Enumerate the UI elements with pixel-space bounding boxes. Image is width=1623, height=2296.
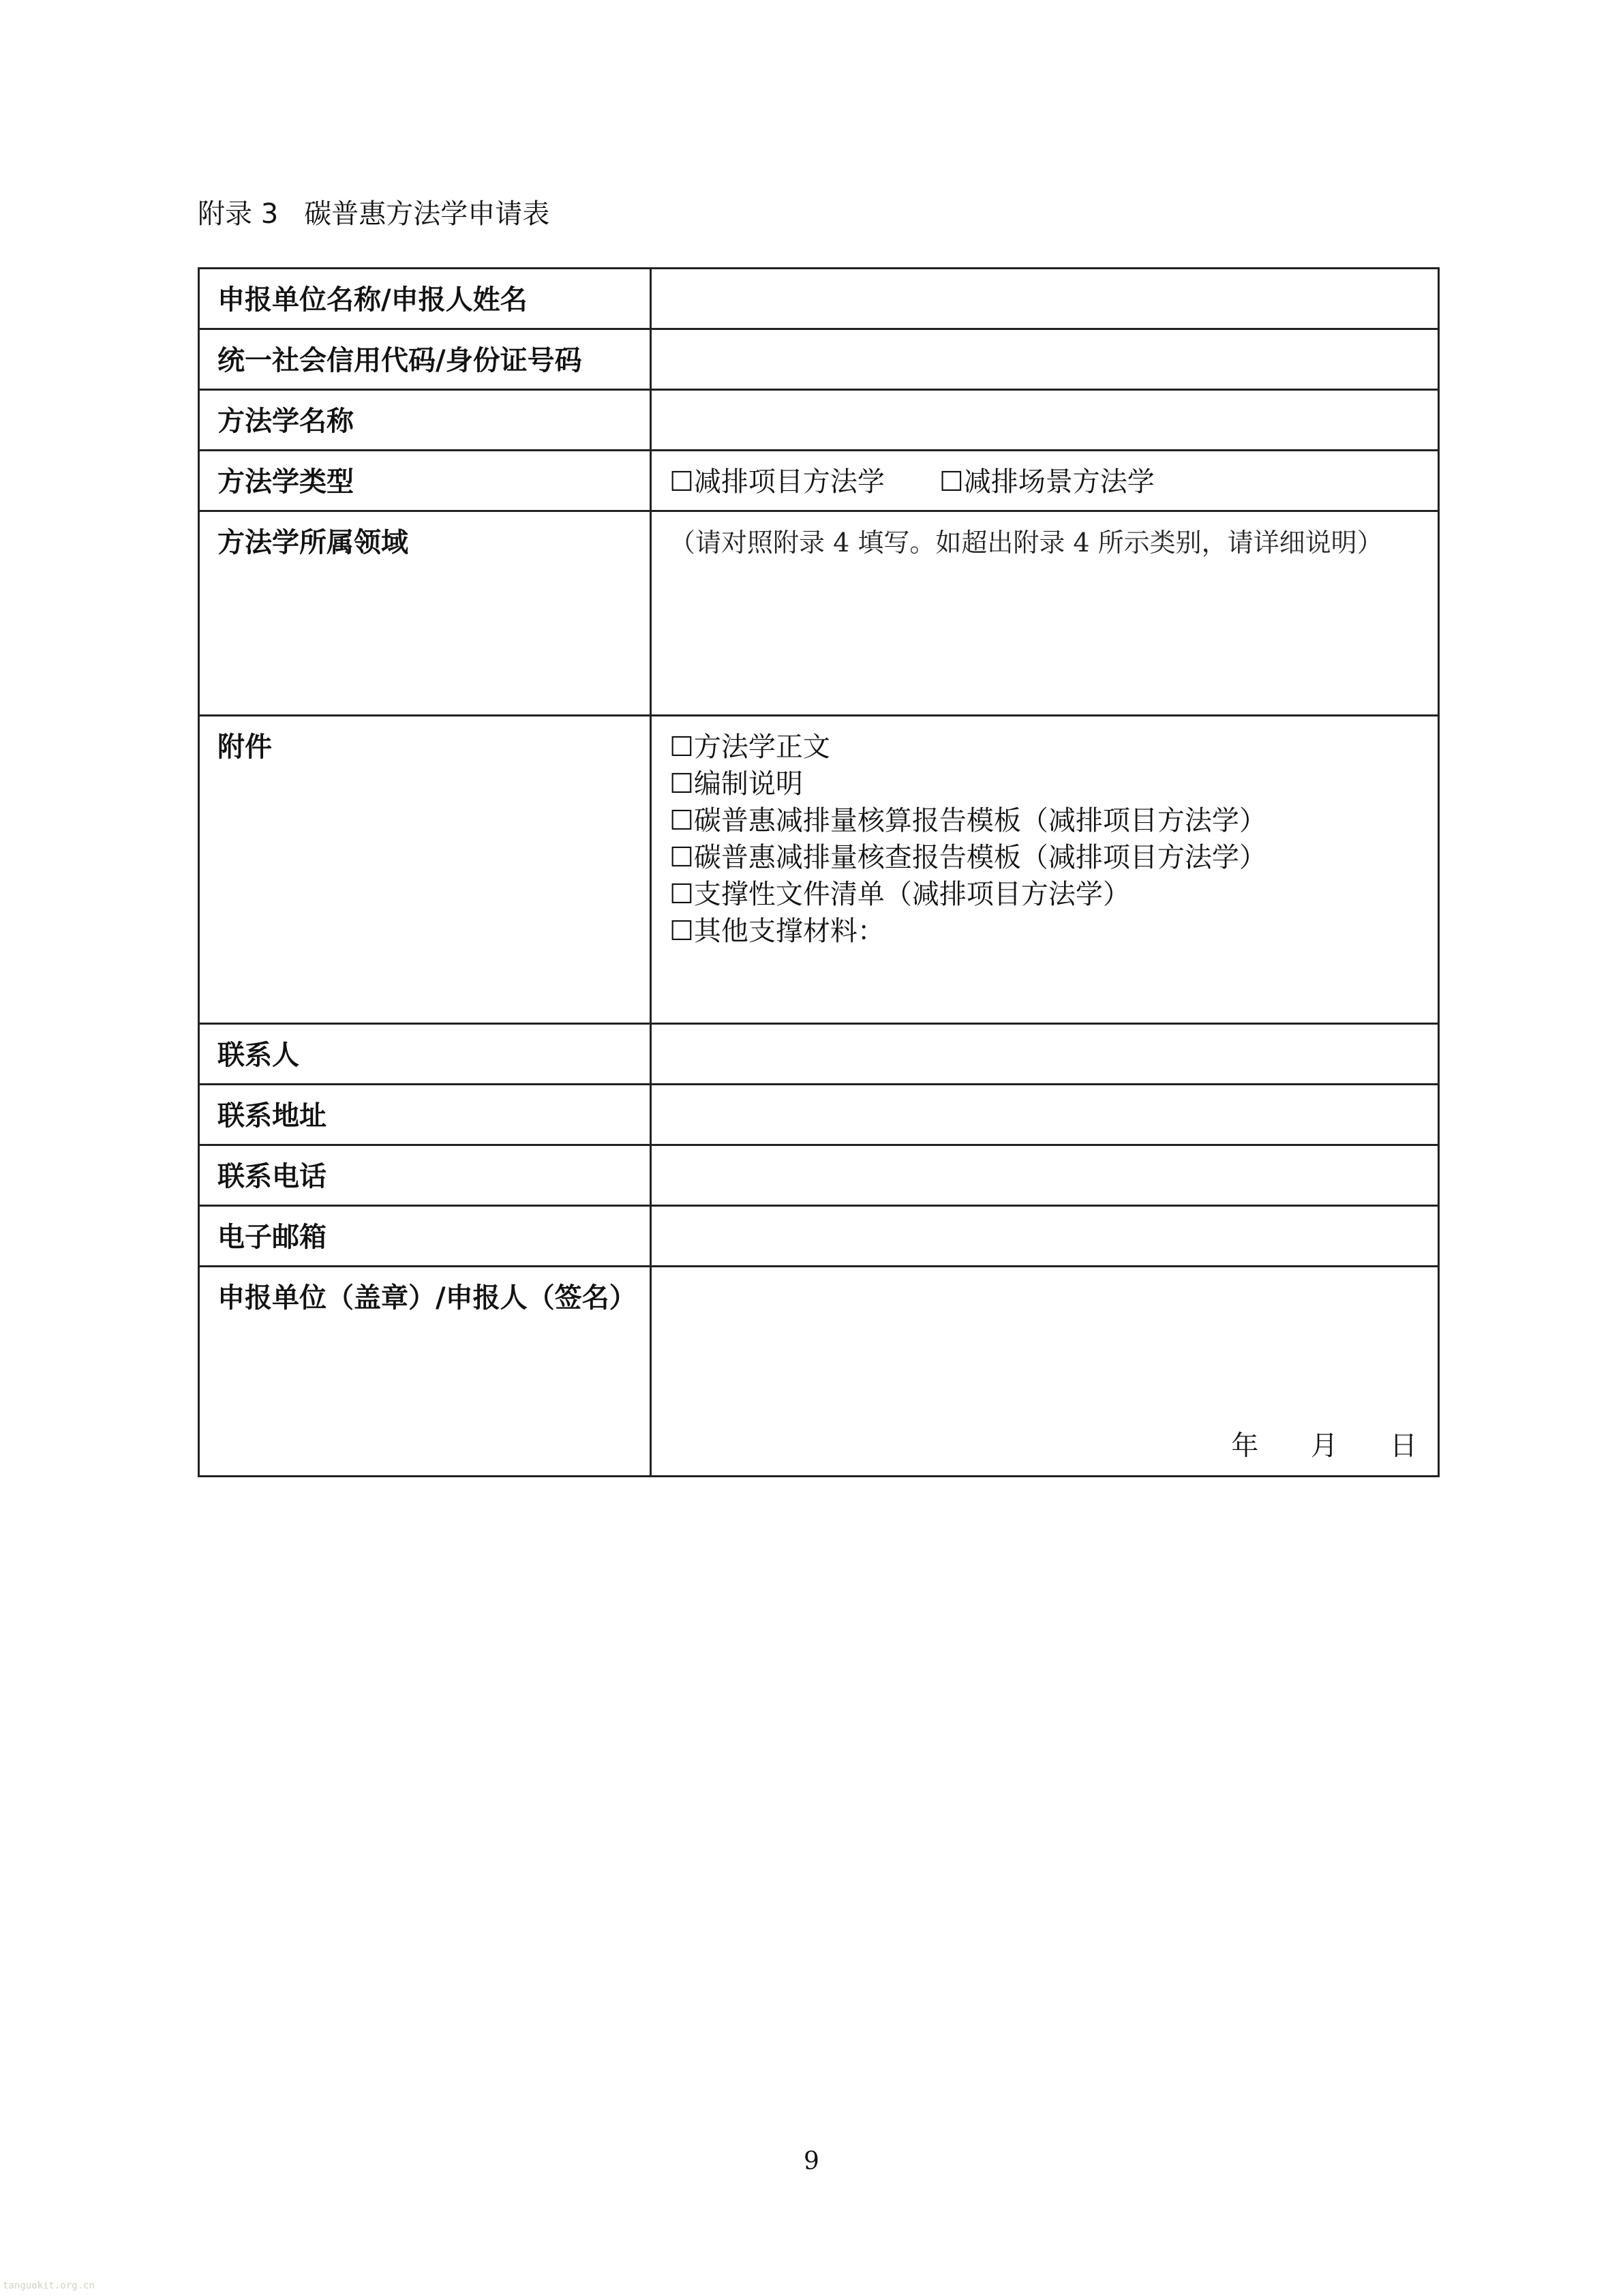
signature-area — [652, 1267, 1438, 1475]
email-label: 电子邮箱 — [199, 1206, 651, 1267]
methodology-name-label: 方法学名称 — [199, 390, 651, 451]
page-number: 9 — [804, 2147, 819, 2175]
contact-phone-field[interactable] — [651, 1145, 1439, 1206]
attachment-other-materials-checkbox[interactable]: ☐其他支撑材料： — [669, 916, 885, 947]
email-field[interactable] — [651, 1206, 1439, 1267]
signature-label: 申报单位（盖章）/申报人（签名） — [199, 1267, 651, 1477]
attachments-list — [651, 716, 1439, 1024]
form-row-applicant-name — [199, 269, 1439, 329]
contact-phone-label: 联系电话 — [199, 1145, 651, 1206]
attachment-main-text-checkbox[interactable]: ☐方法学正文 — [669, 731, 830, 763]
form-row-contact-person — [199, 1024, 1439, 1085]
option-project-methodology-checkbox[interactable]: ☐减排项目方法学 — [669, 466, 885, 498]
methodology-type-label: 方法学类型 — [199, 451, 651, 511]
form-row-contact-address — [199, 1085, 1439, 1145]
contact-address-label: 联系地址 — [199, 1085, 651, 1145]
credit-code-label: 统一社会信用代码/身份证号码 — [199, 329, 651, 390]
option-scenario-methodology-checkbox[interactable]: ☐减排场景方法学 — [939, 466, 1155, 498]
contact-person-field[interactable] — [651, 1024, 1439, 1085]
form-row-signature — [199, 1267, 1439, 1477]
credit-code-field[interactable] — [651, 329, 1439, 390]
contact-address-field[interactable] — [651, 1085, 1439, 1145]
attachments-label: 附件 — [199, 716, 651, 1024]
methodology-field-input[interactable] — [651, 511, 1439, 716]
form-row-methodology-name — [199, 390, 1439, 451]
applicant-name-field[interactable] — [651, 269, 1439, 329]
applicant-name-label: 申报单位名称/申报人姓名 — [199, 269, 651, 329]
attachment-supporting-files-checkbox[interactable]: ☐支撑性文件清单（减排项目方法学） — [669, 879, 1130, 910]
contact-person-label: 联系人 — [199, 1024, 651, 1085]
methodology-field-label: 方法学所属领域 — [199, 511, 651, 716]
methodology-field-note: （请对照附录 4 填写。如超出附录 4 所示类别，请详细说明） — [669, 528, 1383, 558]
form-row-credit-code — [199, 329, 1439, 390]
signature-field[interactable] — [651, 1267, 1439, 1477]
application-form-table — [198, 267, 1440, 1477]
form-row-contact-phone — [199, 1145, 1439, 1206]
attachment-verification-report-checkbox[interactable]: ☐碳普惠减排量核查报告模板（减排项目方法学） — [669, 842, 1266, 873]
form-row-attachments — [199, 716, 1439, 1024]
form-row-methodology-type — [199, 451, 1439, 511]
methodology-type-options — [651, 451, 1439, 511]
attachment-compilation-notes-checkbox[interactable]: ☐编制说明 — [669, 768, 803, 800]
signature-date: 年 月 日 — [1231, 1430, 1417, 1462]
form-heading: 附录 3 碳普惠方法学申请表 — [198, 198, 550, 230]
form-row-methodology-field — [199, 511, 1439, 716]
form-row-email — [199, 1206, 1439, 1267]
methodology-name-field[interactable] — [651, 390, 1439, 451]
watermark: tanguokit.org.cn — [3, 2280, 95, 2291]
attachment-accounting-report-checkbox[interactable]: ☐碳普惠减排量核算报告模板（减排项目方法学） — [669, 805, 1266, 836]
